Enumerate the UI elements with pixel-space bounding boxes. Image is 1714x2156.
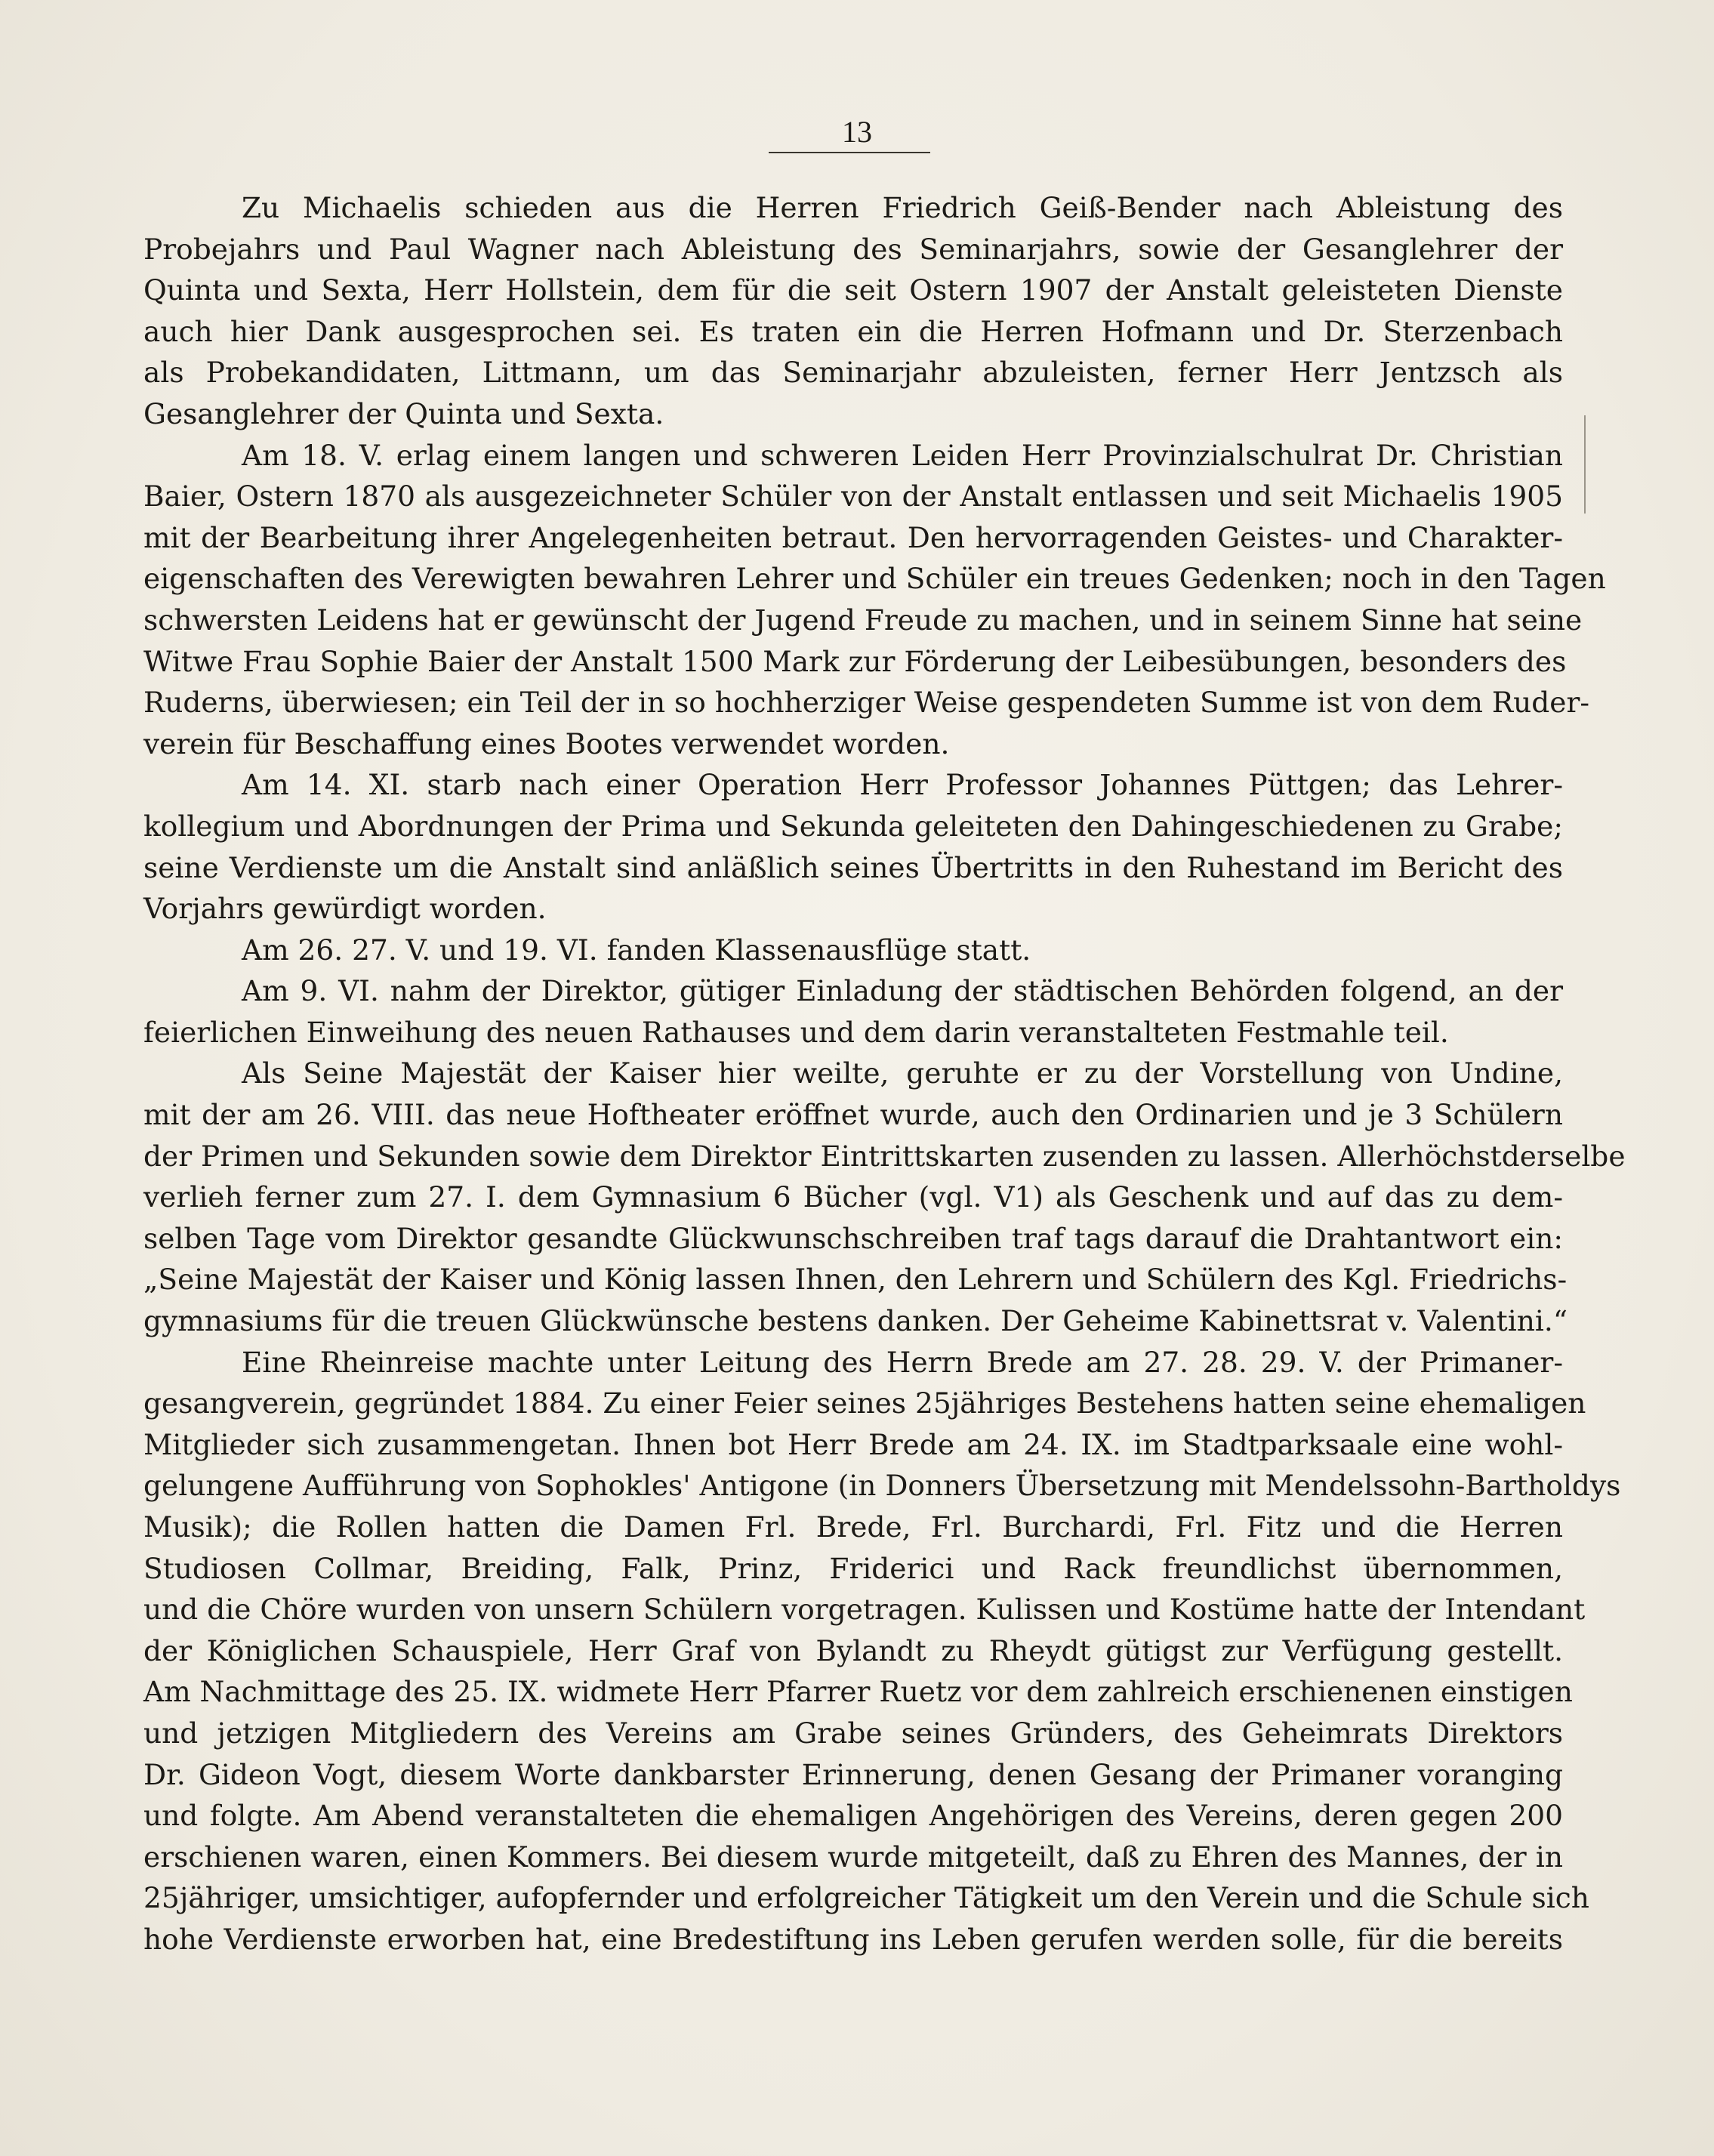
text-line: selben Tage vom Direktor gesandte Glückwunschschreiben traf tags darauf die Drahtantwort ein: bbox=[143, 1221, 1563, 1255]
text-line: Am 18. V. erlag einem langen und schweren Leiden Herr Provinzialschulrat Dr. Christian bbox=[242, 438, 1563, 472]
text-line: Ruderns, überwiesen; ein Teil der in so hochherziger Weise gespendeten Summe ist von dem Ruder- bbox=[143, 686, 1590, 720]
text-line: mit der am 26. VIII. das neue Hoftheater eröffnet wurde, auch den Ordinarien und je 3 Schülern bbox=[143, 1098, 1563, 1132]
margin-mark bbox=[1584, 415, 1586, 514]
text-line: Am 26. 27. V. und 19. VI. fanden Klassenausflüge statt. bbox=[242, 933, 1031, 967]
text-line: Baier, Ostern 1870 als ausgezeichneter Schüler von der Anstalt entlassen und seit Michaelis 1905 bbox=[143, 480, 1563, 514]
text-line: Am Nachmittage des 25. IX. widmete Herr Pfarrer Ruetz vor dem zahlreich erschienenen einstigen bbox=[143, 1675, 1573, 1709]
text-line: und jetzigen Mitgliedern des Vereins am Grabe seines Gründers, des Geheimrats Direktors bbox=[143, 1716, 1563, 1750]
text-line: erschienen waren, einen Kommers. Bei diesem wurde mitgeteilt, daß zu Ehren des Mannes, der in bbox=[143, 1840, 1563, 1874]
text-line: 25jähriger, umsichtiger, aufopfernder und erfolgreicher Tätigkeit um den Verein und die Schule sich bbox=[143, 1881, 1589, 1915]
body-text bbox=[143, 187, 1626, 1960]
paragraph-choir-association bbox=[143, 1342, 1621, 1960]
text-line: Als Seine Majestät der Kaiser hier weilte, geruhte er zu der Vorstellung von Undine, bbox=[242, 1056, 1563, 1090]
text-line: und folgte. Am Abend veranstalteten die ehemaligen Angehörigen des Vereins, deren gegen 200 bbox=[143, 1799, 1563, 1833]
text-line: Am 14. XI. starb nach einer Operation Herr Professor Johannes Püttgen; das Lehrer- bbox=[242, 768, 1563, 802]
text-line: schwersten Leidens hat er gewünscht der Jugend Freude zu machen, und in seinem Sinne hat seine bbox=[143, 603, 1583, 637]
text-line: gymnasiums für die treuen Glückwünsche bestens danken. Der Geheime Kabinettsrat v. Valentini.“ bbox=[143, 1304, 1568, 1338]
text-line: Mitglieder sich zusammengetan. Ihnen bot Herr Brede am 24. IX. im Stadtparksaale eine wohl- bbox=[143, 1427, 1563, 1461]
page-number: 13 bbox=[842, 115, 872, 149]
text-line: gelungene Aufführung von Sophokles' Antigone (in Donners Übersetzung mit Mendelssohn-Bartholdys bbox=[143, 1469, 1621, 1503]
text-line: gesangverein, gegründet 1884. Zu einer Feier seines 25jähriges Bestehens hatten seine ehemaligen bbox=[143, 1386, 1586, 1420]
text-line: Am 9. VI. nahm der Direktor, gütiger Einladung der städtischen Behörden folgend, an der bbox=[242, 974, 1563, 1008]
text-line: als Probekandidaten, Littmann, um das Seminarjahr abzuleisten, ferner Herr Jentzsch als bbox=[143, 356, 1563, 390]
text-line: Dr. Gideon Vogt, diesem Worte dankbarster Erinnerung, denen Gesang der Primaner voranging bbox=[143, 1757, 1563, 1791]
text-line: der Königlichen Schauspiele, Herr Graf von Bylandt zu Rheydt gütigst zur Verfügung gestellt. bbox=[143, 1633, 1563, 1667]
paragraph-obituary-baier bbox=[143, 435, 1606, 765]
paragraph-obituary-puettgen bbox=[143, 764, 1563, 929]
text-line: Gesanglehrer der Quinta und Sexta. bbox=[143, 396, 664, 430]
text-line: Musik); die Rollen hatten die Damen Frl. Brede, Frl. Burchardi, Frl. Fitz und die Herren bbox=[143, 1510, 1563, 1544]
text-line: Witwe Frau Sophie Baier der Anstalt 1500 Mark zur Förderung der Leibesübungen, besonders des bbox=[143, 644, 1567, 678]
text-line: kollegium und Abordnungen der Prima und Sekunda geleiteten den Dahingeschiedenen zu Grabe; bbox=[143, 809, 1563, 843]
paragraph-class-trips bbox=[143, 930, 1563, 971]
paragraph-staff-changes bbox=[143, 187, 1563, 435]
text-line: Vorjahrs gewürdigt worden. bbox=[143, 892, 547, 926]
text-line: mit der Bearbeitung ihrer Angelegenheiten betraut. Den hervorragenden Geistes- und Charakter- bbox=[143, 520, 1563, 554]
text-line: verlieh ferner zum 27. I. dem Gymnasium 6 Bücher (vgl. V1) als Geschenk und auf das zu dem- bbox=[143, 1180, 1563, 1214]
text-line: der Primen und Sekunden sowie dem Direktor Eintrittskarten zusenden zu lassen. Allerhöchstderselbe bbox=[143, 1139, 1626, 1173]
text-line: und die Chöre wurden von unsern Schülern vorgetragen. Kulissen und Kostüme hatte der Intendant bbox=[143, 1593, 1586, 1627]
page-number-underline bbox=[769, 152, 930, 153]
text-line: feierlichen Einweihung des neuen Rathauses und dem darin veranstalteten Festmahle teil. bbox=[143, 1015, 1449, 1049]
text-line: Probejahrs und Paul Wagner nach Ableistung des Seminarjahrs, sowie der Gesanglehrer der bbox=[143, 232, 1563, 266]
text-line: seine Verdienste um die Anstalt sind anläßlich seines Übertritts in den Ruhestand im Bericht des bbox=[143, 850, 1563, 884]
text-line: Zu Michaelis schieden aus die Herren Friedrich Geiß-Bender nach Ableistung des bbox=[242, 191, 1563, 224]
text-line: hohe Verdienste erworben hat, eine Bredestiftung ins Leben gerufen werden solle, für die bereits bbox=[143, 1922, 1563, 1956]
text-line: auch hier Dank ausgesprochen sei. Es traten ein die Herren Hofmann und Dr. Sterzenbach bbox=[143, 314, 1563, 348]
text-line: Eine Rheinreise machte unter Leitung des Herrn Brede am 27. 28. 29. V. der Primaner- bbox=[242, 1345, 1563, 1379]
text-line: Quinta und Sexta, Herr Hollstein, dem für die seit Ostern 1907 der Anstalt geleisteten Dienste bbox=[143, 273, 1563, 307]
text-line: verein für Beschaffung eines Bootes verwendet worden. bbox=[143, 726, 950, 760]
paragraph-kaiser-visit bbox=[143, 1053, 1626, 1341]
paragraph-town-hall bbox=[143, 970, 1563, 1053]
text-line: eigenschaften des Verewigten bewahren Lehrer und Schüler ein treues Gedenken; noch in den Tagen bbox=[143, 562, 1606, 596]
text-line: Studiosen Collmar, Breiding, Falk, Prinz, Friderici und Rack freundlichst übernommen, bbox=[143, 1551, 1563, 1585]
text-line: „Seine Majestät der Kaiser und König lassen Ihnen, den Lehrern und Schülern des Kgl. Friedrichs- bbox=[143, 1263, 1568, 1297]
